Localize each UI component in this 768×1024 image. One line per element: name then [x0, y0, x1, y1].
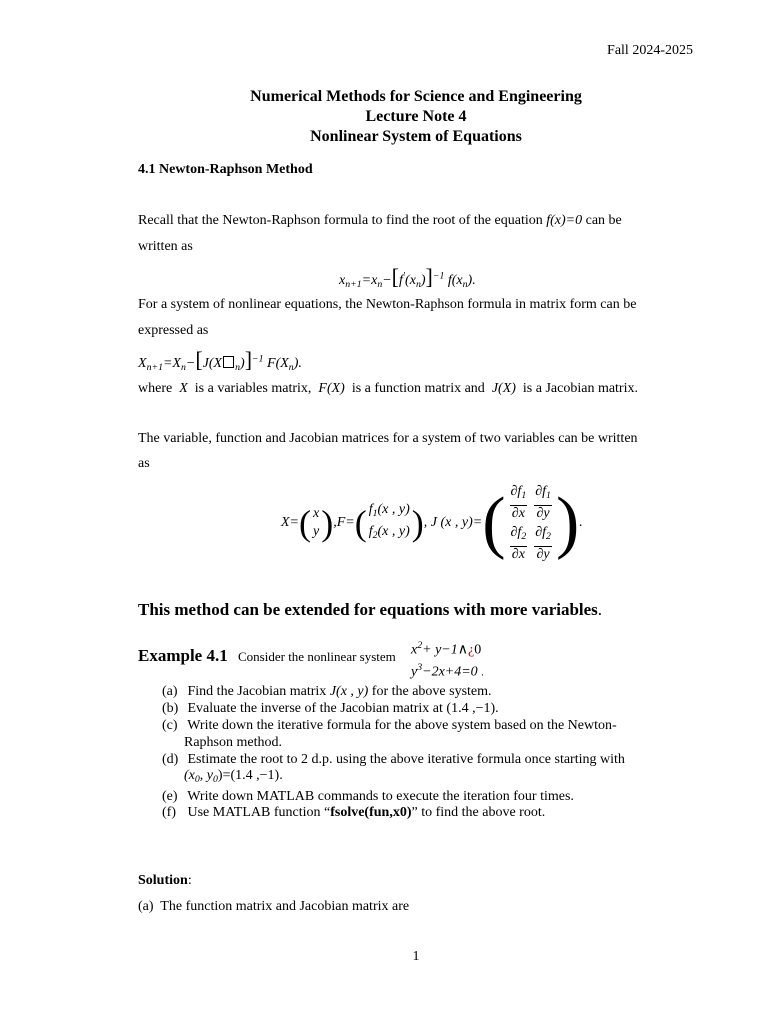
lecture-title: Lecture Note 4 — [365, 108, 467, 125]
example-item-c: (c) Write down the iterative formula for the above system based on the Newton- — [162, 718, 617, 733]
example-intro: Consider the nonlinear system — [238, 649, 396, 664]
equation-fx: f(x)=0 — [546, 213, 583, 228]
extended-statement: This method can be extended for equations with more variables. — [138, 600, 603, 619]
system-eq-1: $x^2+$ y−1∧¿0 — [411, 640, 482, 658]
matrices-line-1: The variable, function and Jacobian matrices for a system of two variables can be written — [138, 431, 638, 446]
example-item-b: (b) Evaluate the inverse of the Jacobian matrix at (1.4 ,−1). — [162, 701, 499, 716]
system-eq-2: $y^3-2x+4=0$ . — [411, 662, 484, 680]
newton-raphson-formula: $x_{n+1}=x_n-[f'(x_n)]^{-1}$ $f(x_n)$. — [339, 264, 476, 290]
solution-line-a: (a) The function matrix and Jacobian matrix are — [138, 899, 410, 914]
course-title: Numerical Methods for Science and Engineering — [250, 88, 582, 105]
example-item-d: (d) Estimate the root to 2 d.p. using the above iterative formula once starting with — [162, 752, 625, 767]
topic-title: Nonlinear System of Equations — [310, 128, 522, 145]
system-line-2: expressed as — [138, 323, 209, 338]
example-item-e: (e) Write down MATLAB commands to execute the iteration four times. — [162, 789, 574, 804]
matrix-definitions: X= ( x y ) ,F= ( $f_1(x$ , y) $f_2(x$ , y) ) , J (x , y)= ( $\frac{\partial f_1}{\partial x}$ $\frac{\partial f_1}{\partial y}$ $\frac{\partial f_2}{\partial x}$ $\frac{\partial f_2}{\partial y}$ ) . — [281, 484, 583, 562]
header-semester: Fall 2024-2025 — [607, 43, 693, 58]
recall-line-2: written as — [138, 239, 193, 254]
example-item-f: (f) Use MATLAB function “fsolve(fun,x0)” to find the above root. — [162, 805, 546, 820]
example-system — [411, 637, 484, 683]
matrices-line-2: as — [138, 456, 150, 471]
example-item-d-cont: ($x_0$, $y_0)=(1.4$ ,−1). — [184, 768, 283, 785]
example-item-c-cont: Raphson method. — [184, 735, 282, 750]
example-item-a: (a) Find the Jacobian matrix J(x , y) for the above system. — [162, 684, 492, 699]
example-label: Example 4.1 — [138, 646, 228, 665]
page-number: 1 — [412, 949, 420, 964]
section-heading: 4.1 Newton-Raphson Method — [138, 162, 313, 177]
recall-line-1: Recall that the Newton-Raphson formula to find the root of the equation f(x)=0 can be — [138, 213, 622, 228]
system-line-1: For a system of nonlinear equations, the Newton-Raphson formula in matrix form can be — [138, 297, 637, 312]
solution-label: Solution: — [138, 873, 192, 888]
matrix-formula: $X_{n+1}=X_n-[J(X$ $_n$)]$^{-1}$ $F(X_n)$. — [138, 347, 302, 373]
where-line: where X is a variables matrix, F(X) is a function matrix and J(X) is a Jacobian matrix. — [138, 381, 638, 396]
